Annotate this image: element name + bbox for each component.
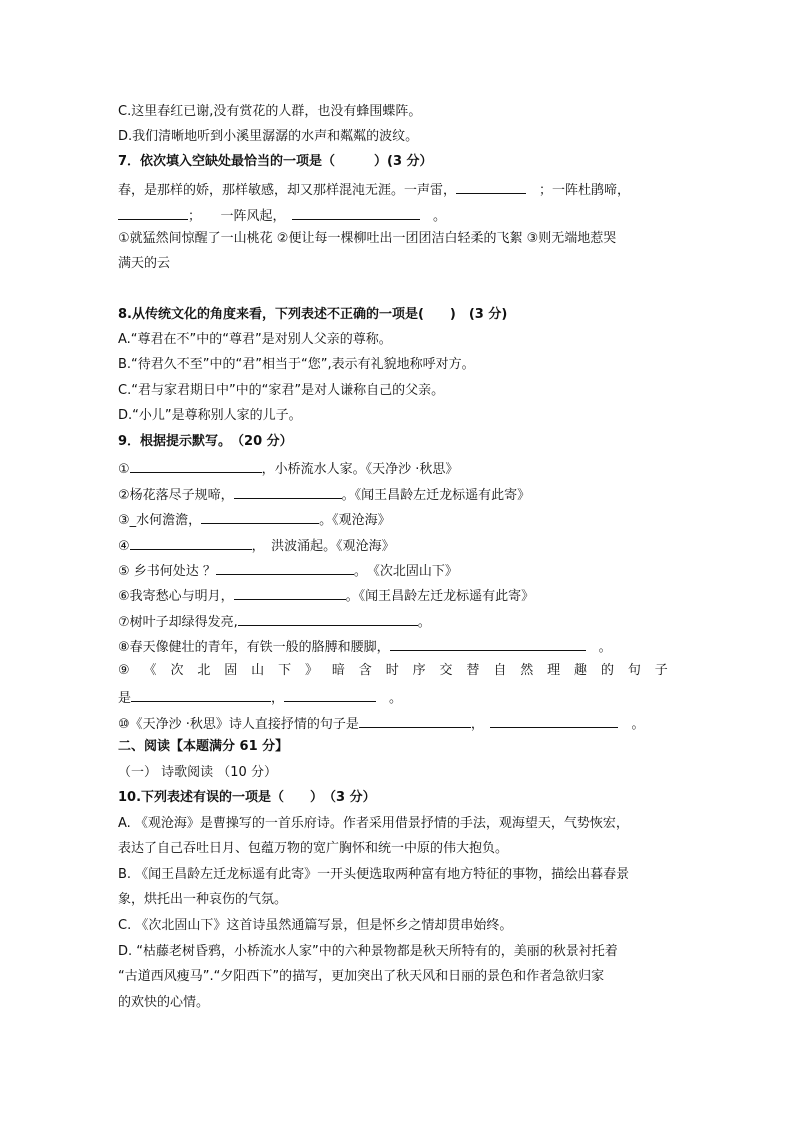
q9-10-prefix: ⑩《天净沙 ·秋思》诗人直接抒情的句子是 <box>118 717 359 732</box>
q9-9-char: 时 <box>385 663 399 678</box>
q9-9-char: 北 <box>197 663 211 678</box>
q10-option-d-line-1: D. “枯藤老树昏鸦，小桥流水人家”中的六种景物都是秋天所特有的，美丽的秋景衬托着 <box>118 944 618 959</box>
q7-blank-1[interactable] <box>456 179 526 194</box>
q9-item-9-line-2 <box>118 687 688 708</box>
q9-3-suffix: 。《观沧海》 <box>319 513 391 528</box>
q9-9-char: 固 <box>224 663 238 678</box>
q7-question: 7．依次填入空缺处最恰当的一项是（ ）(3 分） <box>118 154 433 169</box>
q8-option-a: A.“尊君在不”中的“尊君”是对别人父亲的尊称。 <box>118 332 392 347</box>
q9-item-5 <box>118 560 688 581</box>
q9-9-char: 子 <box>654 663 668 678</box>
q9-9-prefix: 是 <box>118 691 132 706</box>
q9-blank-1[interactable] <box>130 458 262 473</box>
q9-1-suffix: ，小桥流水人家。《天净沙 ·秋思》 <box>261 462 459 477</box>
q7-text-line-1 <box>118 179 688 200</box>
q9-blank-3[interactable] <box>201 509 319 524</box>
q9-blank-9a[interactable] <box>131 687 271 702</box>
q10-option-a-line-1: A. 《观沧海》是曹操写的一首乐府诗。作者采用借景抒情的手法，观海望天，气势恢宏， <box>118 816 629 831</box>
q9-3-prefix: ③_水何澹澹， <box>118 513 202 528</box>
q9-8-suffix: 。 <box>598 640 612 655</box>
q7-text-line-2 <box>118 205 688 226</box>
q9-item-8 <box>118 636 688 657</box>
q9-item-4 <box>118 535 688 556</box>
q9-blank-4[interactable] <box>130 535 252 550</box>
q9-9-char: 理 <box>547 663 561 678</box>
q9-9-char: 自 <box>493 663 507 678</box>
q9-blank-10a[interactable] <box>359 713 471 728</box>
q6-option-c: C.这里春红已谢,没有赏花的人群，也没有蜂围蝶阵。 <box>118 104 422 119</box>
q9-blank-7[interactable] <box>238 611 418 626</box>
q9-item-7 <box>118 611 688 632</box>
q9-blank-2[interactable] <box>234 484 342 499</box>
q9-item-6 <box>118 585 688 606</box>
q7-text-d: 。 <box>433 209 447 224</box>
q10-option-d-line-3: 的欢快的心情。 <box>118 995 210 1010</box>
q9-blank-8[interactable] <box>390 636 586 651</box>
q9-2-suffix: 。《闻王昌龄左迁龙标遥有此寄》 <box>341 488 531 503</box>
q9-9-char: 暗 <box>331 663 345 678</box>
q9-2-prefix: ②杨花落尽子规啼， <box>118 488 234 503</box>
q9-9-char: 序 <box>412 663 426 678</box>
q7-text-c: ； 一阵风起， <box>188 209 280 224</box>
q9-item-1 <box>118 458 688 479</box>
q10-option-c: C. 《次北固山下》这首诗虽然通篇写景，但是怀乡之情却贯串始终。 <box>118 918 513 933</box>
q9-6-suffix: 。《闻王昌龄左迁龙标遥有此寄》 <box>345 589 535 604</box>
q7-blank-3[interactable] <box>292 205 420 220</box>
q9-8-prefix: ⑧春天像健壮的青年，有铁一般的胳膊和腰脚， <box>118 640 390 655</box>
q9-blank-9b[interactable] <box>284 687 376 702</box>
q9-blank-10b[interactable] <box>490 713 618 728</box>
q9-9-char: ⑨ <box>118 663 130 678</box>
q9-9-char: 下 <box>278 663 292 678</box>
q9-5-suffix: 。 《次北固山下》 <box>353 564 458 579</box>
q7-text-a: 春，是那样的娇，那样敏感，却又那样混沌无涯。一声雷， <box>118 183 457 198</box>
q9-9-char: 》 <box>304 663 318 678</box>
q9-9-spaced-text <box>118 662 668 680</box>
q9-question: 9．根据提示默写。 （20 分） <box>118 434 293 449</box>
q8-option-d: D.“小儿”是尊称别人家的儿子。 <box>118 408 302 423</box>
q7-text-b: ；一阵杜鹃啼， <box>539 183 631 198</box>
q9-4-suffix: ， 洪波涌起。《观沧海》 <box>251 539 395 554</box>
q9-9-char: 句 <box>627 663 641 678</box>
q9-4-prefix: ④ <box>118 539 130 554</box>
q9-1-prefix: ① <box>118 462 130 477</box>
q8-question: 8.从传统文化的角度来看，下列表述不正确的一项是( ) (3 分) <box>118 307 508 322</box>
q10-question: 10.下列表述有误的一项是（ ） （3 分） <box>118 790 376 805</box>
q6-option-d: D.我们清晰地听到小溪里潺潺的水声和粼粼的波纹。 <box>118 129 419 144</box>
q9-item-10 <box>118 713 692 734</box>
q7-options-line-1: ①就猛然间惊醒了一山桃花 ②便让每一棵柳吐出一团团洁白轻柔的飞絮 ③则无端地惹哭 <box>118 231 617 246</box>
q9-9-char: 《 <box>143 663 157 678</box>
q9-blank-6[interactable] <box>234 585 346 600</box>
q9-10-period: 。 <box>631 717 645 732</box>
q9-item-2 <box>118 484 688 505</box>
q10-option-b-line-2: 象，烘托出一种哀伤的气氛。 <box>118 892 288 907</box>
q9-9-char: 替 <box>466 663 480 678</box>
q10-option-d-line-2: “古道西风瘦马”.“夕阳西下”的描写，更加突出了秋天风和日丽的景色和作者急欲归家 <box>118 969 605 984</box>
q9-10-comma: ， <box>470 717 478 732</box>
q9-9-char: 次 <box>170 663 184 678</box>
q9-9-char: 含 <box>358 663 372 678</box>
q9-9-char: 交 <box>439 663 453 678</box>
q9-9-char: 山 <box>251 663 265 678</box>
q9-9-period: 。 <box>389 691 403 706</box>
q9-6-prefix: ⑥我寄愁心与明月， <box>118 589 234 604</box>
q9-9-char: 的 <box>600 663 614 678</box>
q8-option-c: C.“君与家君期日中”中的“家君”是对人谦称自己的父亲。 <box>118 383 445 398</box>
q10-option-b-line-1: B. 《闻王昌龄左迁龙标遥有此寄》一开头便选取两种富有地方特征的事物，描绘出暮春景 <box>118 867 630 882</box>
q9-7-suffix: 。 <box>417 615 431 630</box>
q9-item-3 <box>118 509 688 530</box>
q9-5-prefix: ⑤ 乡书何处达 ？ <box>118 564 216 579</box>
q7-blank-2[interactable] <box>118 205 188 220</box>
q9-blank-5[interactable] <box>216 560 354 575</box>
q10-option-a-line-2: 表达了自己吞吐日月、包蕴万物的宽广胸怀和统一中原的伟大抱负。 <box>118 841 509 856</box>
q9-9-comma: ， <box>271 691 285 706</box>
q8-option-b: B.“待君久不至”中的“君”相当于“您”,表示有礼貌地称呼对方。 <box>118 357 475 372</box>
section-2-heading: 二、阅读【本题满分 61 分】 <box>118 739 289 754</box>
q7-options-line-2: 满天的云 <box>118 256 171 271</box>
subsection-1-heading: （一） 诗歌阅读 （10 分） <box>118 765 277 780</box>
q9-item-9-line-1 <box>118 662 688 680</box>
q9-9-char: 然 <box>520 663 534 678</box>
q9-7-prefix: ⑦树叶子却绿得发亮, <box>118 615 238 630</box>
q9-9-char: 趣 <box>574 663 588 678</box>
